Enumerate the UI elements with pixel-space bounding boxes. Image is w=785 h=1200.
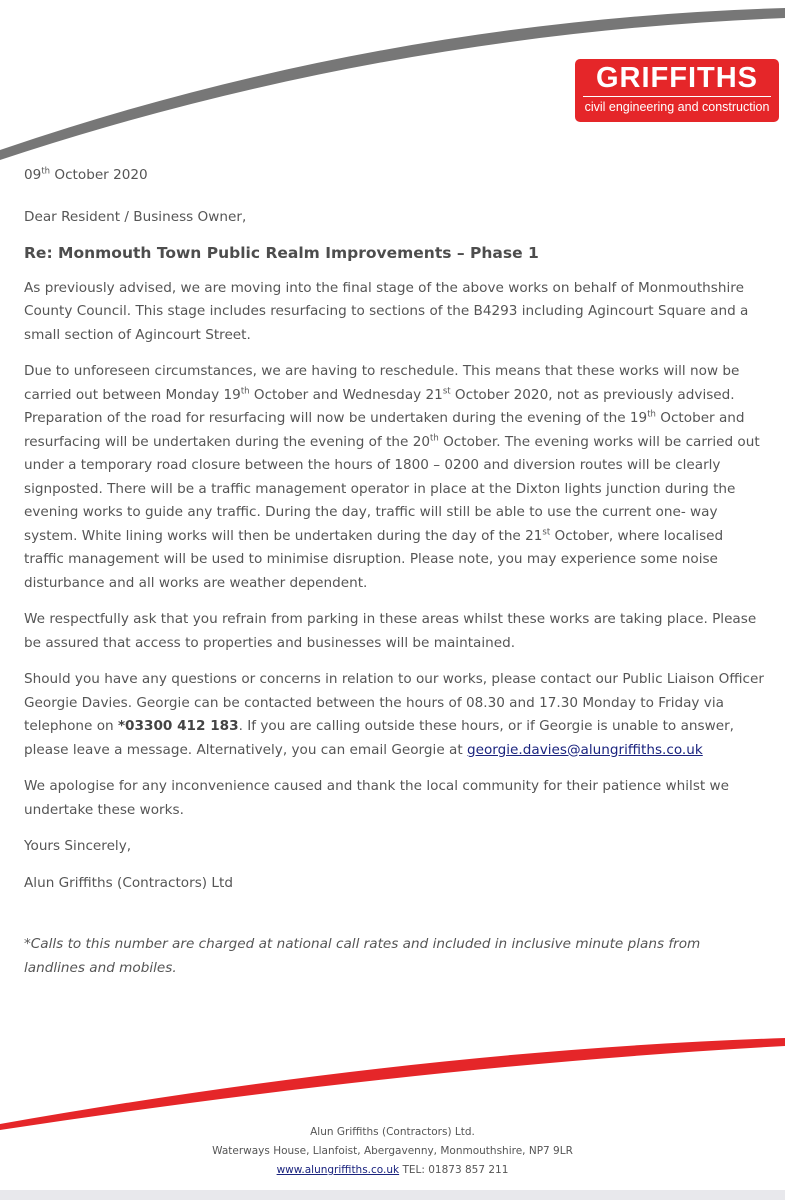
griffiths-logo	[575, 59, 779, 122]
footer-address: Waterways House, Llanfoist, Abergavenny, Monmouthshire, NP7 9LR	[212, 1145, 573, 1157]
p2-sup-e: st	[542, 526, 551, 537]
call-rates-note: *Calls to this number are charged at national call rates and included in inclusive minute plans from landlines and mobiles.	[24, 936, 701, 976]
letter-body	[24, 164, 764, 980]
paragraph-4	[24, 668, 764, 762]
logo-tagline: civil engineering and construction	[584, 100, 770, 114]
website-link[interactable]: www.alungriffiths.co.uk	[276, 1164, 400, 1176]
sign-off: Yours Sincerely,	[24, 838, 132, 854]
bottom-edge-bar	[0, 1190, 785, 1200]
letter-footer	[0, 1123, 785, 1180]
signature: Alun Griffiths (Contractors) Ltd	[24, 874, 233, 891]
p2-text-f: October, where localised traffic management will be used to minimise disruption. Please note, you may experience some noise disturbance and all works are weather dependent.	[24, 527, 724, 591]
paragraph-2	[24, 360, 764, 595]
p2-text-e: October. The evening works will be carried out under a temporary road closure between the hours of 1800 – 0200 and diversion routes will be clearly signposted. There will be a traffic management operator in place at the Dixton lights junction during the evening works to guide any traffic. During the day, traffic will still be able to use the current one- way system. White lining works will then be undertaken during the day of the 21	[24, 433, 760, 544]
date-rest: October 2020	[50, 167, 148, 183]
bottom-swoosh-graphic	[0, 1030, 785, 1130]
p2-text-d: October and resurfacing will be undertaken during the evening of the 20	[24, 410, 745, 450]
phone-number: *03300 412 183	[117, 718, 239, 734]
date-day: 09	[24, 167, 42, 183]
bottom-swoosh-path	[0, 1038, 785, 1130]
footer-company: Alun Griffiths (Contractors) Ltd.	[310, 1126, 475, 1138]
subject-heading: Re: Monmouth Town Public Realm Improvements – Phase 1	[24, 244, 539, 262]
letter-date	[24, 164, 764, 188]
paragraph-3: We respectfully ask that you refrain from parking in these areas whilst these works are taking place. Please be assured that access to properties and businesses will be maintained.	[24, 611, 757, 651]
paragraph-5: We apologise for any inconvenience caused and thank the local community for their patience whilst we undertake these works.	[24, 778, 730, 818]
p2-text-c: October 2020, not as previously advised. Preparation of the road for resurfacing will now be undertaken during the evening of the 19	[24, 386, 735, 426]
date-suffix: th	[41, 166, 51, 177]
p2-sup-b: st	[442, 385, 451, 396]
p4-text-a: Should you have any questions or concerns in relation to our works, please contact our Public Liaison Officer Georgie Davies. Georgie can be contacted between the hours of 08.30 and 17.30 Monday to Friday via telephone on	[24, 671, 764, 734]
salutation: Dear Resident / Business Owner,	[24, 208, 247, 225]
p2-sup-c: th	[647, 409, 656, 420]
logo-name: GRIFFITHS	[595, 62, 759, 94]
footer-contact	[0, 1161, 785, 1180]
p2-sup-a: th	[240, 385, 250, 396]
logo-divider	[583, 96, 771, 97]
p2-text-b: October and Wednesday 21	[249, 386, 443, 403]
p4-text-b: . If you are calling outside these hours, or if Georgie is unable to answer, please leave a message. Alternatively, you can email Georgie at	[24, 718, 734, 758]
p2-text-a: Due to unforeseen circumstances, we are having to reschedule. This means that these works will now be carried out between Monday 19	[24, 363, 740, 403]
footer-tel: TEL: 01873 857 211	[399, 1164, 509, 1176]
p2-sup-d: th	[430, 432, 439, 443]
email-link[interactable]: georgie.davies@alungriffiths.co.uk	[466, 741, 703, 758]
paragraph-1: As previously advised, we are moving into the final stage of the above works on behalf of Monmouthshire County Council. This stage includes resurfacing to sections of the B4293 including Agincourt Square and a small section of Agincourt Street.	[24, 279, 749, 343]
